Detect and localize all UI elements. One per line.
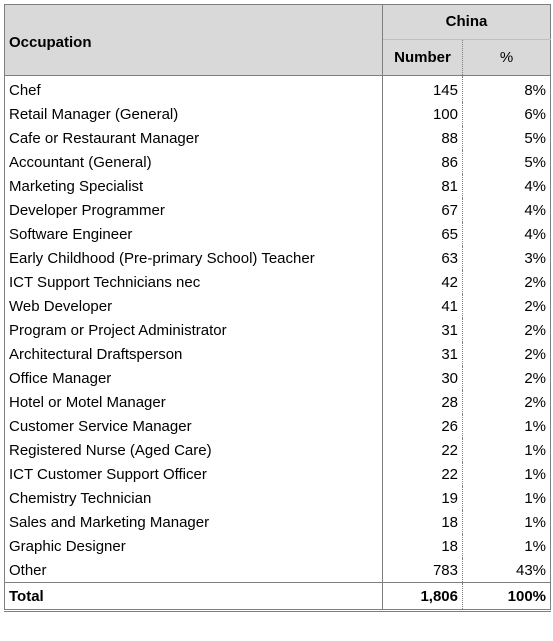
percent-cell: 2% — [463, 390, 551, 414]
occupation-table-container — [4, 4, 550, 612]
percent-cell: 2% — [463, 318, 551, 342]
number-cell: 30 — [383, 366, 463, 390]
percent-cell: 2% — [463, 294, 551, 318]
occupation-table — [4, 4, 551, 612]
percent-cell: 5% — [463, 150, 551, 174]
number-cell: 783 — [383, 558, 463, 583]
table-row — [5, 342, 551, 366]
number-cell: 18 — [383, 510, 463, 534]
total-row — [5, 583, 551, 611]
occupation-cell: Office Manager — [5, 366, 383, 390]
occupation-cell: Cafe or Restaurant Manager — [5, 126, 383, 150]
percent-cell: 2% — [463, 366, 551, 390]
occupation-cell: Program or Project Administrator — [5, 318, 383, 342]
table-row — [5, 222, 551, 246]
table-row — [5, 198, 551, 222]
number-cell: 41 — [383, 294, 463, 318]
table-row — [5, 438, 551, 462]
table-header — [5, 5, 551, 76]
table-row — [5, 366, 551, 390]
percent-cell: 1% — [463, 510, 551, 534]
table-row — [5, 126, 551, 150]
number-cell: 26 — [383, 414, 463, 438]
table-row — [5, 246, 551, 270]
total-number: 1,806 — [383, 583, 463, 611]
country-column-header: China — [383, 5, 551, 40]
number-cell: 31 — [383, 318, 463, 342]
occupation-cell: Accountant (General) — [5, 150, 383, 174]
percent-cell: 4% — [463, 222, 551, 246]
table-row — [5, 390, 551, 414]
occupation-cell: ICT Support Technicians nec — [5, 270, 383, 294]
total-percent: 100% — [463, 583, 551, 611]
percent-cell: 1% — [463, 534, 551, 558]
occupation-cell: Hotel or Motel Manager — [5, 390, 383, 414]
percent-cell: 2% — [463, 342, 551, 366]
percent-cell: 2% — [463, 270, 551, 294]
table-row — [5, 318, 551, 342]
table-row — [5, 462, 551, 486]
occupation-cell: Software Engineer — [5, 222, 383, 246]
number-cell: 22 — [383, 462, 463, 486]
percent-cell: 1% — [463, 438, 551, 462]
table-row — [5, 486, 551, 510]
occupation-cell: Chemistry Technician — [5, 486, 383, 510]
number-cell: 63 — [383, 246, 463, 270]
table-row — [5, 558, 551, 583]
number-cell: 88 — [383, 126, 463, 150]
number-cell: 22 — [383, 438, 463, 462]
number-cell: 42 — [383, 270, 463, 294]
table-row — [5, 174, 551, 198]
occupation-cell: Chef — [5, 76, 383, 103]
table-row — [5, 102, 551, 126]
percent-cell: 1% — [463, 486, 551, 510]
occupation-cell: Retail Manager (General) — [5, 102, 383, 126]
number-cell: 19 — [383, 486, 463, 510]
occupation-cell: ICT Customer Support Officer — [5, 462, 383, 486]
table-row — [5, 510, 551, 534]
percent-cell: 4% — [463, 174, 551, 198]
table-row — [5, 414, 551, 438]
number-cell: 31 — [383, 342, 463, 366]
number-cell: 18 — [383, 534, 463, 558]
occupation-cell: Registered Nurse (Aged Care) — [5, 438, 383, 462]
percent-cell: 8% — [463, 76, 551, 103]
number-cell: 65 — [383, 222, 463, 246]
percent-column-header: % — [463, 39, 551, 75]
occupation-cell: Graphic Designer — [5, 534, 383, 558]
occupation-cell: Marketing Specialist — [5, 174, 383, 198]
percent-cell: 5% — [463, 126, 551, 150]
number-cell: 28 — [383, 390, 463, 414]
number-cell: 86 — [383, 150, 463, 174]
occupation-cell: Early Childhood (Pre-primary School) Teacher — [5, 246, 383, 270]
number-cell: 67 — [383, 198, 463, 222]
percent-cell: 1% — [463, 414, 551, 438]
percent-cell: 1% — [463, 462, 551, 486]
table-row — [5, 270, 551, 294]
occupation-cell: Developer Programmer — [5, 198, 383, 222]
number-cell: 100 — [383, 102, 463, 126]
table-row — [5, 294, 551, 318]
occupation-cell: Architectural Draftsperson — [5, 342, 383, 366]
occupation-cell: Web Developer — [5, 294, 383, 318]
percent-cell: 6% — [463, 102, 551, 126]
occupation-cell: Other — [5, 558, 383, 583]
table-footer — [5, 583, 551, 611]
number-column-header: Number — [383, 39, 463, 75]
percent-cell: 43% — [463, 558, 551, 583]
table-row — [5, 150, 551, 174]
occupation-cell: Customer Service Manager — [5, 414, 383, 438]
number-cell: 81 — [383, 174, 463, 198]
table-row — [5, 534, 551, 558]
occupation-cell: Sales and Marketing Manager — [5, 510, 383, 534]
percent-cell: 4% — [463, 198, 551, 222]
occupation-column-header: Occupation — [5, 5, 383, 76]
table-row — [5, 76, 551, 103]
percent-cell: 3% — [463, 246, 551, 270]
table-body — [5, 76, 551, 583]
number-cell: 145 — [383, 76, 463, 103]
total-label: Total — [5, 583, 383, 611]
